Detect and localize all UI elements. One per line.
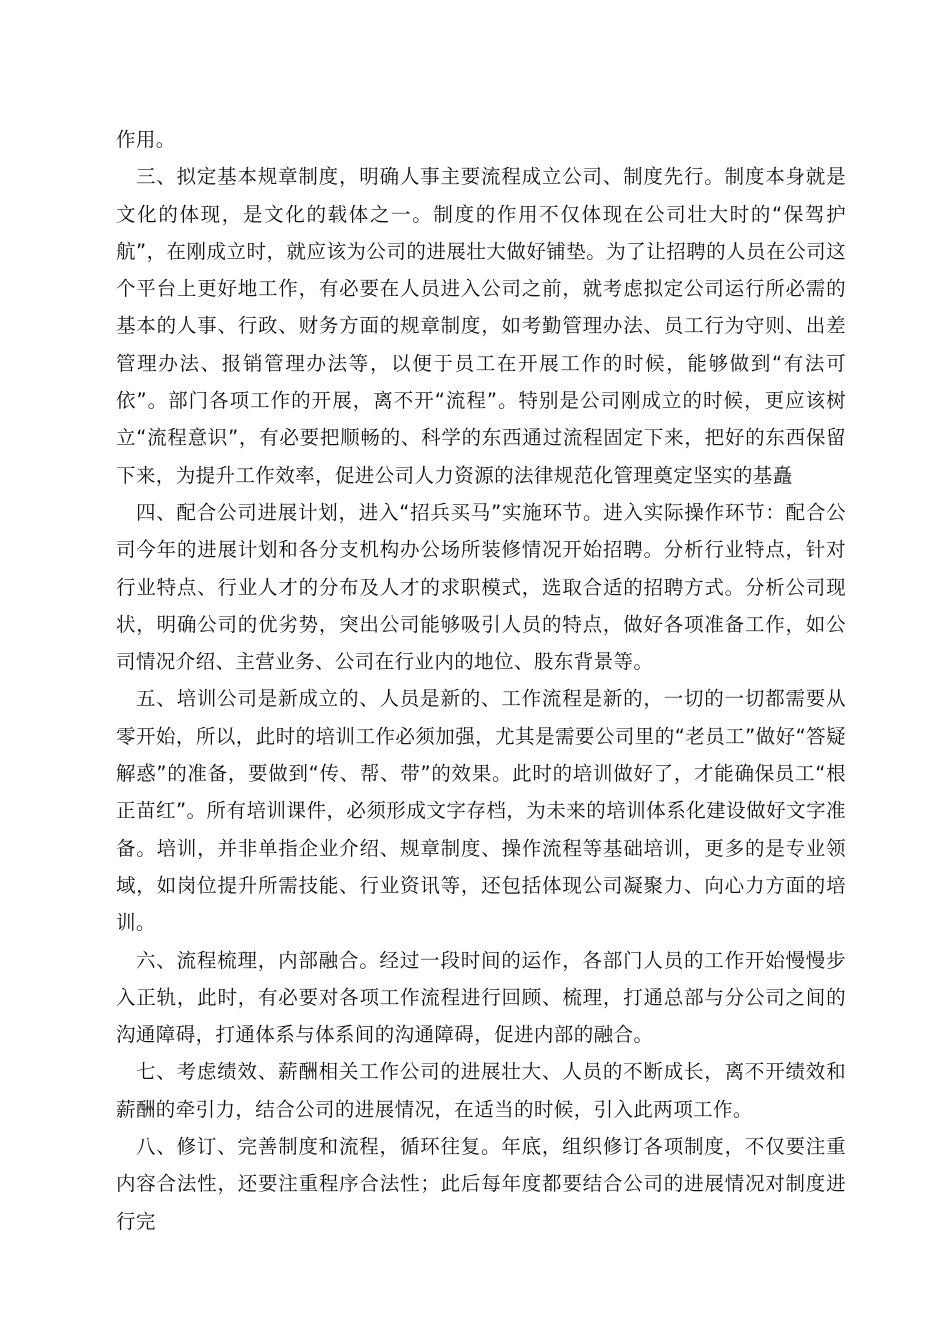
paragraph-continuation: 作用。 bbox=[116, 128, 176, 151]
paragraph-section-8: 八、修订、完善制度和流程，循环往复。年底，组织修订各项制度，不仅要注重内容合法性，还要注重程序合法性；此后每年度都要结合公司的进展情况对制度进行完 bbox=[116, 1135, 846, 1233]
paragraph-section-6: 六、流程梳理，内部融合。经过一段时间的运作，各部门人员的工作开始慢慢步入正轨，此时，有必要对各项工作流程进行回顾、梳理，打通总部与分公司之间的沟通障碍，打通体系与体系间的沟通障碍，促进内部的融合。 bbox=[116, 948, 846, 1047]
document-body bbox=[116, 121, 846, 1240]
paragraph-section-5: 五、培训公司是新成立的、人员是新的、工作流程是新的，一切的一切都需要从零开始，所以，此时的培训工作必须加强，尤其是需要公司里的“老员工”做好“答疑解惑”的准备，要做到“传、帮、带”的效果。此时的培训做好了，才能确保员工“根正苗红”。所有培训课件，必须形成文字存档，为未来的培训体系化建设做好文字准备。培训，并非单指企业介绍、规章制度、操作流程等基础培训，更多的是专业领域，如岗位提升所需技能、行业资讯等，还包括体现公司凝聚力、向心力方面的培训。 bbox=[116, 687, 846, 935]
paragraph-section-3: 三、拟定基本规章制度，明确人事主要流程成立公司、制度先行。制度本身就是文化的体现，是文化的载体之一。制度的作用不仅体现在公司壮大时的“保驾护航”，在刚成立时，就应该为公司的进展壮大做好铺垫。为了让招聘的人员在公司这个平台上更好地工作，有必要在人员进入公司之前，就考虑拟定公司运行所必需的基本的人事、行政、财务方面的规章制度，如考勤管理办法、员工行为守则、出差管理办法、报销管理办法等，以便于员工在开展工作的时候，能够做到“有法可依”。部门各项工作的开展，离不开“流程”。特别是公司刚成立的时候，更应该树立“流程意识”，有必要把顺畅的、科学的东西通过流程固定下来，把好的东西保留下来，为提升工作效率，促进公司人力资源的法律规范化管理奠定坚实的基矗 bbox=[116, 165, 846, 487]
paragraph-section-7: 七、考虑绩效、薪酬相关工作公司的进展壮大、人员的不断成长，离不开绩效和薪酬的牵引力，结合公司的进展情况，在适当的时候，引入此两项工作。 bbox=[116, 1060, 846, 1121]
paragraph-section-4: 四、配合公司进展计划，进入“招兵买马”实施环节。进入实际操作环节：配合公司今年的进展计划和各分支机构办公场所装修情况开始招聘。分析行业特点，针对行业特点、行业人才的分布及人才的求职模式，选取合适的招聘方式。分析公司现状，明确公司的优劣势，突出公司能够吸引人员的特点，做好各项准备工作，如公司情况介绍、主营业务、公司在行业内的地位、股东背景等。 bbox=[116, 500, 846, 674]
